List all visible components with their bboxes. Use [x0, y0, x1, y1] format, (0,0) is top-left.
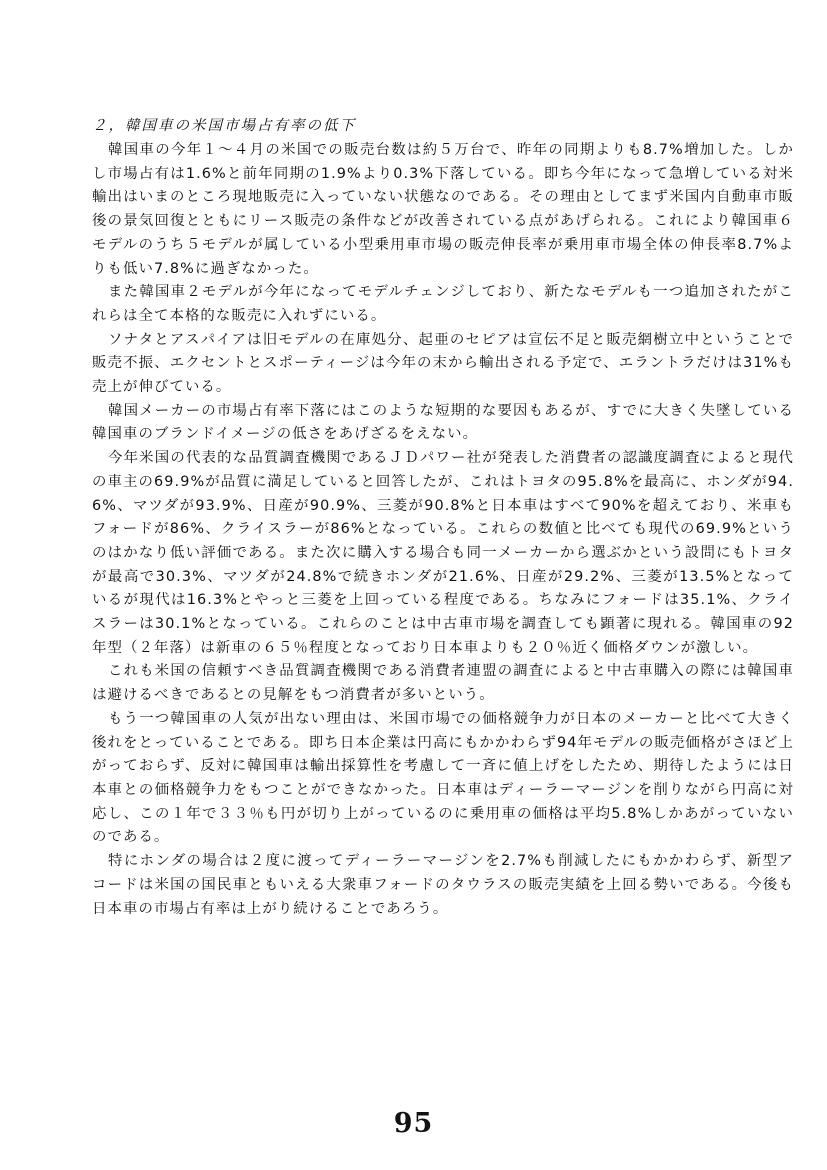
paragraph: 韓国車の今年１～４月の米国での販売台数は約５万台で、昨年の同期よりも8.7%増加した。しかし市場占有は1.6%と前年同期の1.9%より0.3%下落している。即ち今年になって急増している対米輸出はいまのところ現地販売に入っていない状態なのである。その理由としてまず米国内自動車市販後の景気回復とともにリース販売の条件などが改善されている点があげられる。これにより韓国車６モデルのうち５モデルが属している小型乗用車市場の販売伸長率が乗用車市場全体の伸長率8.7%よりも低い7.8%に過ぎなかった。 [92, 142, 794, 277]
paragraph: 韓国メーカーの市場占有率下落にはこのような短期的な要因もあるが、すでに大きく失墜している韓国車のブランドイメージの低さをあげざるをえない。 [92, 402, 794, 443]
page-number: 95 [393, 1108, 434, 1139]
paragraph: 特にホンダの場合は２度に渡ってディーラーマージンを2.7%も削減したにもかかわらず、新型アコードは米国の国民車ともいえる大衆車フォードのタウラスの販売実績を上回る勢いである。今後も日本車の市場占有率は上がり続けることであろう。 [92, 853, 794, 917]
paragraph: また韓国車２モデルが今年になってモデルチェンジしており、新たなモデルも一つ追加されたがこれらは全て本格的な販売に入れずにいる。 [92, 284, 794, 324]
paragraph: 今年米国の代表的な品質調査機関であるＪＤパワー社が発表した消費者の認識度調査によると現代の車主の69.9%が品質に満足していると回答したが、これはトヨタの95.8%を最高に、ホンダが94.6%、マツダが93.9%、日産が90.9%、三菱が90.8%と日本車はすべて90%を超えており、米車もフォードが86%、クライスラーが86%となっている。これらの数値と比べても現代の69.9%というのはかなり低い評価である。また次に購入する場合も同一メーカーから選ぶかという設問にもトヨタが最高で30.3%、マツダが24.8%で続きホンダが21.6%、日産が29.2%、三菱が13.5%となっているが現代は16.3%とやっと三菱を上回っている程度である。ちなみにフォードは35.1%、クライスラーは30.1%となっている。これらのことは中古車市場を調査しても顕著に現れる。韓国車の92年型（２年落）は新車の６５％程度となっており日本車よりも２０％近く価格ダウンが激しい。 [92, 450, 794, 656]
paragraph: ソナタとアスパイアは旧モデルの在庫処分、起亜のセピアは宣伝不足と販売網樹立中ということで販売不振、エクセントとスポーティージは今年の末から輸出される予定で、エラントラだけは31%も売上が伸びている。 [92, 331, 794, 396]
paragraph: もう一つ韓国車の人気が出ない理由は、米国市場での価格競争力が日本のメーカーと比べて大きく後れをとっていることである。即ち日本企業は円高にもかかわらず94年モデルの販売価格がさほど上がっておらず、反対に韓国車は輸出採算性を考慮して一斉に値上げをしたため、期待したようには日本車との価格競争力をもつことができなかった。日本車はディーラーマージンを削りながら円高に対応し、この１年で３３％も円が切り上がっているのに乗用車の価格は平均5.8%しかあがっていないのである。 [92, 710, 794, 846]
paragraph: これも米国の信頼すべき品質調査機関である消費者連盟の調査によると中古車購入の際には韓国車は避けるべきであるとの見解をもつ消費者が多いという。 [92, 663, 794, 704]
article-body [92, 139, 794, 921]
section-heading: ２，韓国車の米国市場占有率の低下 [92, 118, 356, 134]
